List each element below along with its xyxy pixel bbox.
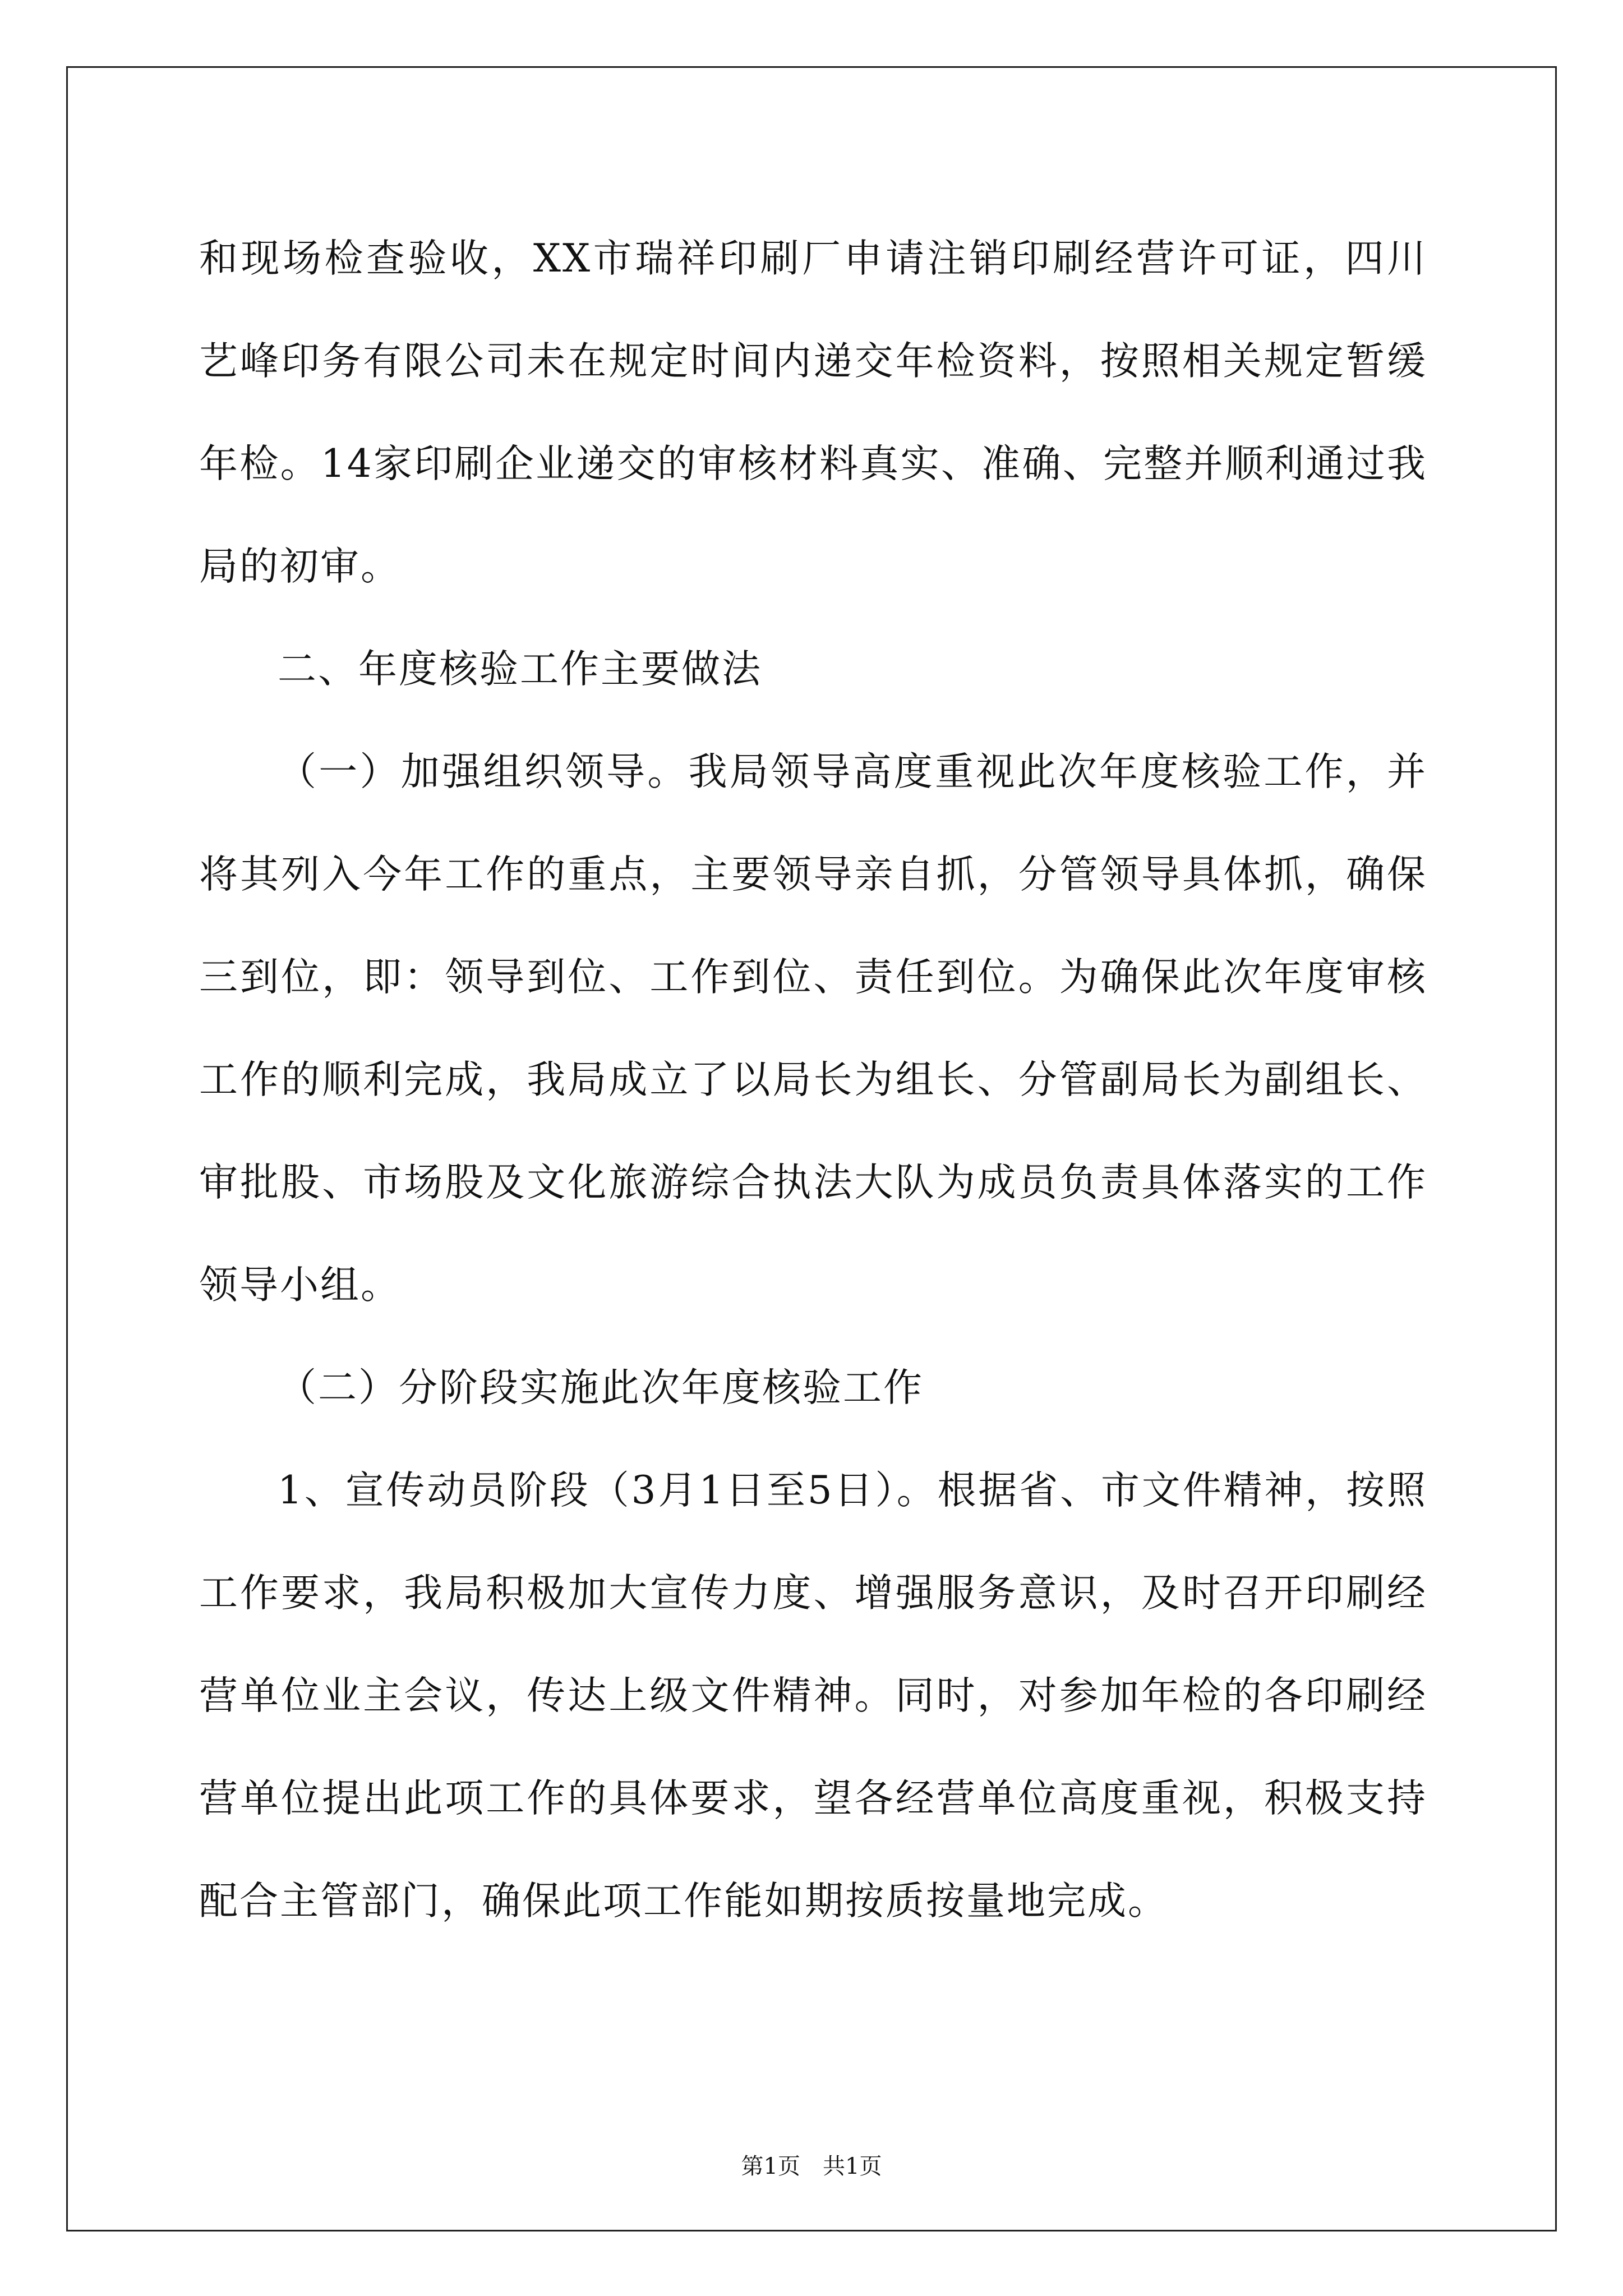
paragraph-publicity-stage: 1、宣传动员阶段（3月1日至5日）。根据省、市文件精神，按照工作要求，我局积极加大宣传力度、增强服务意识，及时召开印刷经营单位业主会议，传达上级文件精神。同时，对参加年检的各印刷经营单位提出此项工作的具体要求，望各经营单位高度重视，积极支持配合主管部门，确保此项工作能如期按质按量地完成。 xyxy=(199,1468,1427,1924)
page-number: 第1页 xyxy=(741,2154,800,2179)
paragraph-continuation: 和现场检查验收，XX市瑞祥印刷厂申请注销印刷经营许可证，四川艺峰印务有限公司未在规定时间内递交年检资料，按照相关规定暂缓年检。14家印刷企业递交的审核材料真实、准确、完整并顺利通过我局的初审。 xyxy=(199,236,1427,589)
subsection-heading: （二）分阶段实施此次年度核验工作 xyxy=(278,1365,924,1410)
page-footer xyxy=(0,2150,1623,2183)
document-body xyxy=(199,208,1427,1953)
page-total: 共1页 xyxy=(823,2154,882,2179)
paragraph-organization: （一）加强组织领导。我局领导高度重视此次年度核验工作，并将其列入今年工作的重点，主要领导亲自抓，分管领导具体抓，确保三到位，即：领导到位、工作到位、责任到位。为确保此次年度审核工作的顺利完成，我局成立了以局长为组长、分管副局长为副组长、审批股、市场股及文化旅游综合执法大队为成员负责具体落实的工作领导小组。 xyxy=(199,749,1427,1308)
section-heading: 二、年度核验工作主要做法 xyxy=(278,647,762,692)
